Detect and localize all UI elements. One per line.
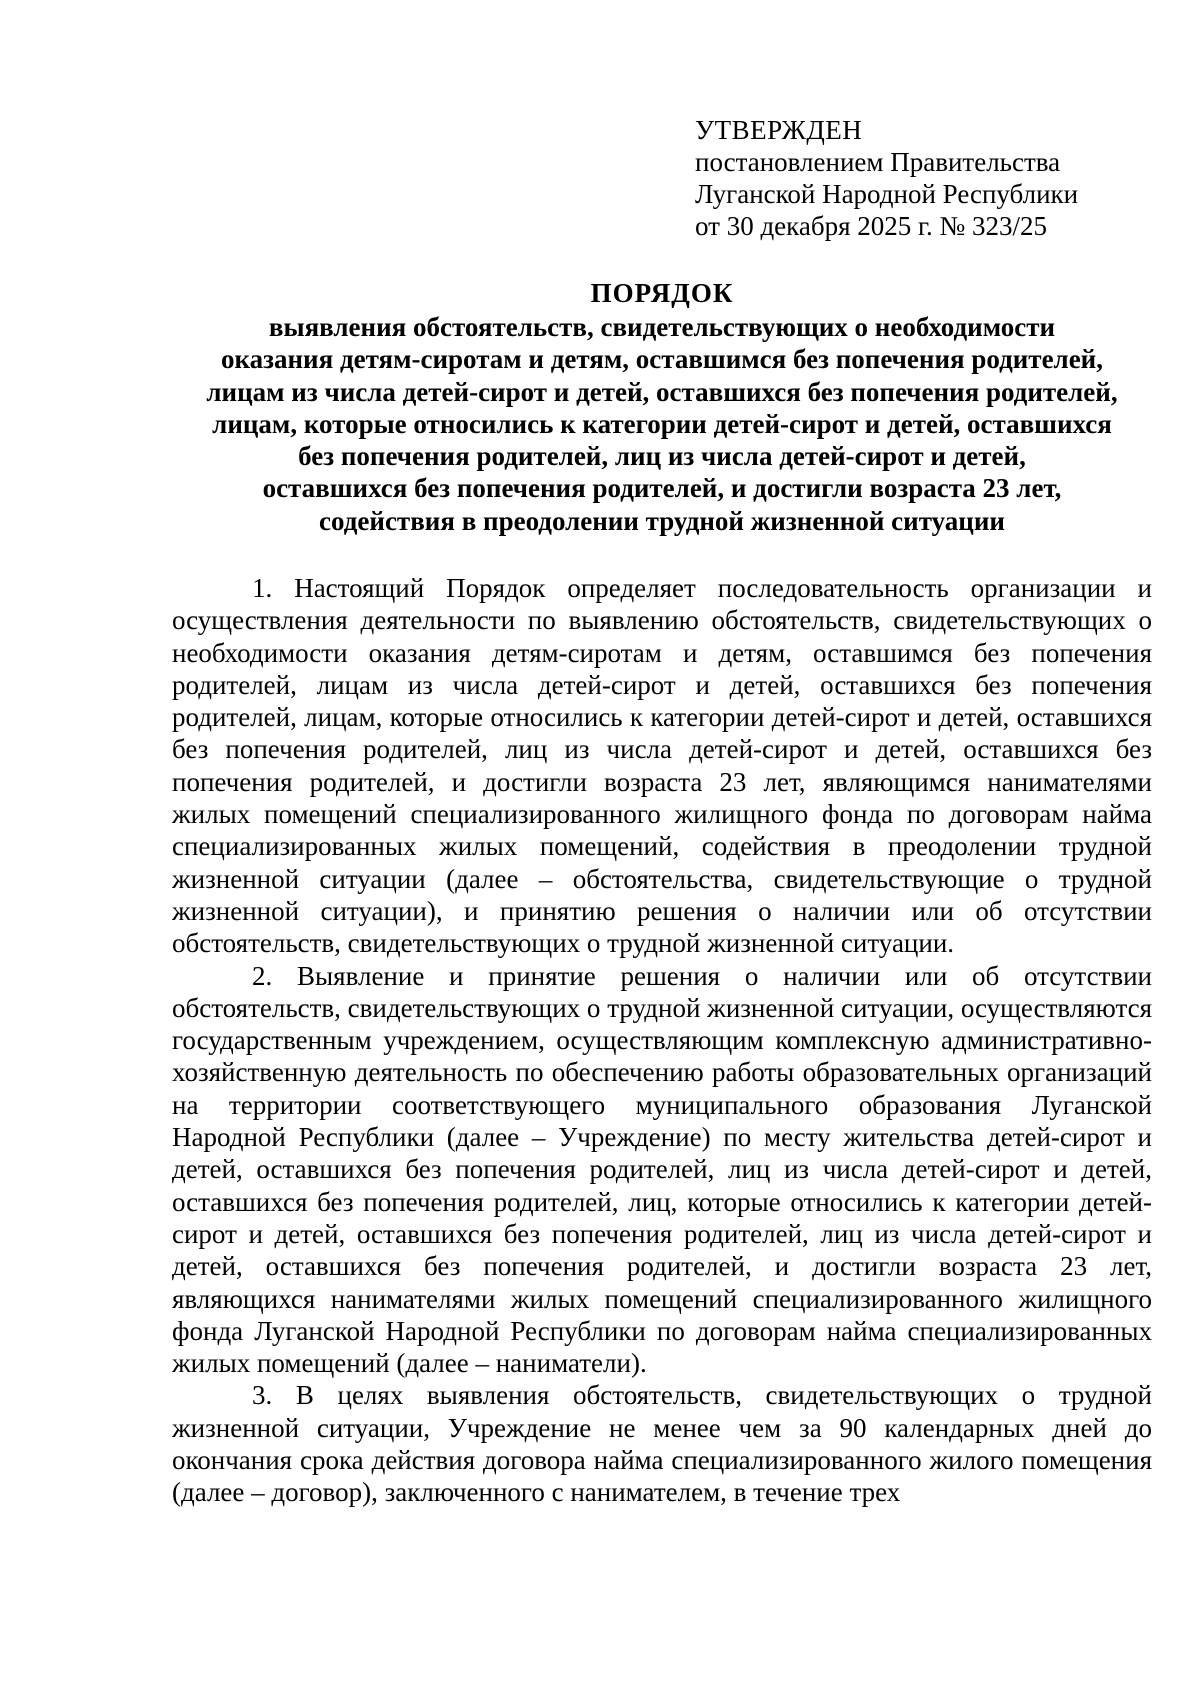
approval-heading: УТВЕРЖДЕН [695,115,863,145]
subtitle-line: лицам, которые относились к категории детей-сирот и детей, оставшихся [212,408,1112,439]
subtitle-line: оказания детям-сиротам и детям, оставшимся без попечения родителей, [220,344,1103,375]
subtitle-line: оставшихся без попечения родителей, и достигли возраста 23 лет, [262,473,1062,504]
subtitle-line: без попечения родителей, лиц из числа детей-сирот и детей, [298,441,1026,472]
approval-line: постановлением Правительства [695,147,1061,177]
subtitle-line: лицам из числа детей-сирот и детей, оставшихся без попечения родителей, [206,376,1118,407]
subtitle-line: выявления обстоятельств, свидетельствующих о необходимости [268,312,1056,342]
paragraph-3: 3. В целях выявления обстоятельств, свидетельствующих о трудной жизненной ситуации, Учреждение не менее чем за 90 календарных дней до окончания срока действия договора найма специализированного жилого помещения (далее – договор), заключенного с нанимателем, в течение трех [172,1380,1152,1508]
paragraph-2: 2. Выявление и принятие решения о наличии или об отсутствии обстоятельств, свидетельствующих о трудной жизненной ситуации, осуществляются государственным учреждением, осуществляющим комплексную административно-хозяйственную деятельность по обеспечению работы образовательных организаций на территории соответствующего муниципального образования Луганской Народной Республики (далее – Учреждение) по месту жительства детей-сирот и детей, оставшихся без попечения родителей, лиц из числа детей-сирот и детей, оставшихся без попечения родителей, лиц, которые относились к категории детей-сирот и детей, оставшихся без попечения родителей, лиц из числа детей-сирот и детей, оставшихся без попечения родителей, и достигли возраста 23 лет, являющихся нанимателями жилых помещений специализированного жилищного фонда Луганской Народной Республики по договорам найма специализированных жилых помещений (далее – наниматели). [172,960,1152,1379]
paragraph-1: 1. Настоящий Порядок определяет последовательность организации и осуществления деятельности по выявлению обстоятельств, свидетельствующих о необходимости оказания детям-сиротам и детям, оставшимся без попечения родителей, лицам из числа детей-сирот и детей, оставшихся без попечения родителей, лицам, которые относились к категории детей-сирот и детей, оставшихся без попечения родителей, лиц из числа детей-сирот и детей, оставшихся без попечения родителей, и достигли возраста 23 лет, являющимся нанимателями жилых помещений специализированного жилищного фонда по договорам найма специализированных жилых помещений, содействия в преодолении трудной жизненной ситуации (далее – обстоятельства, свидетельствующие о трудной жизненной ситуации), и принятию решения о наличии или об отсутствии обстоятельств, свидетельствующих о трудной жизненной ситуации. [172,573,1152,959]
document-title: ПОРЯДОК [590,278,734,308]
document-subtitle [172,311,1152,537]
approval-line: Луганской Народной Республики [695,179,1079,209]
subtitle-line: содействия в преодолении трудной жизненной ситуации [319,505,1005,536]
approval-date-line: от 30 декабря 2025 г. № 323/25 [695,211,1048,241]
approval-block [695,114,1155,242]
document-body [172,572,1152,1509]
